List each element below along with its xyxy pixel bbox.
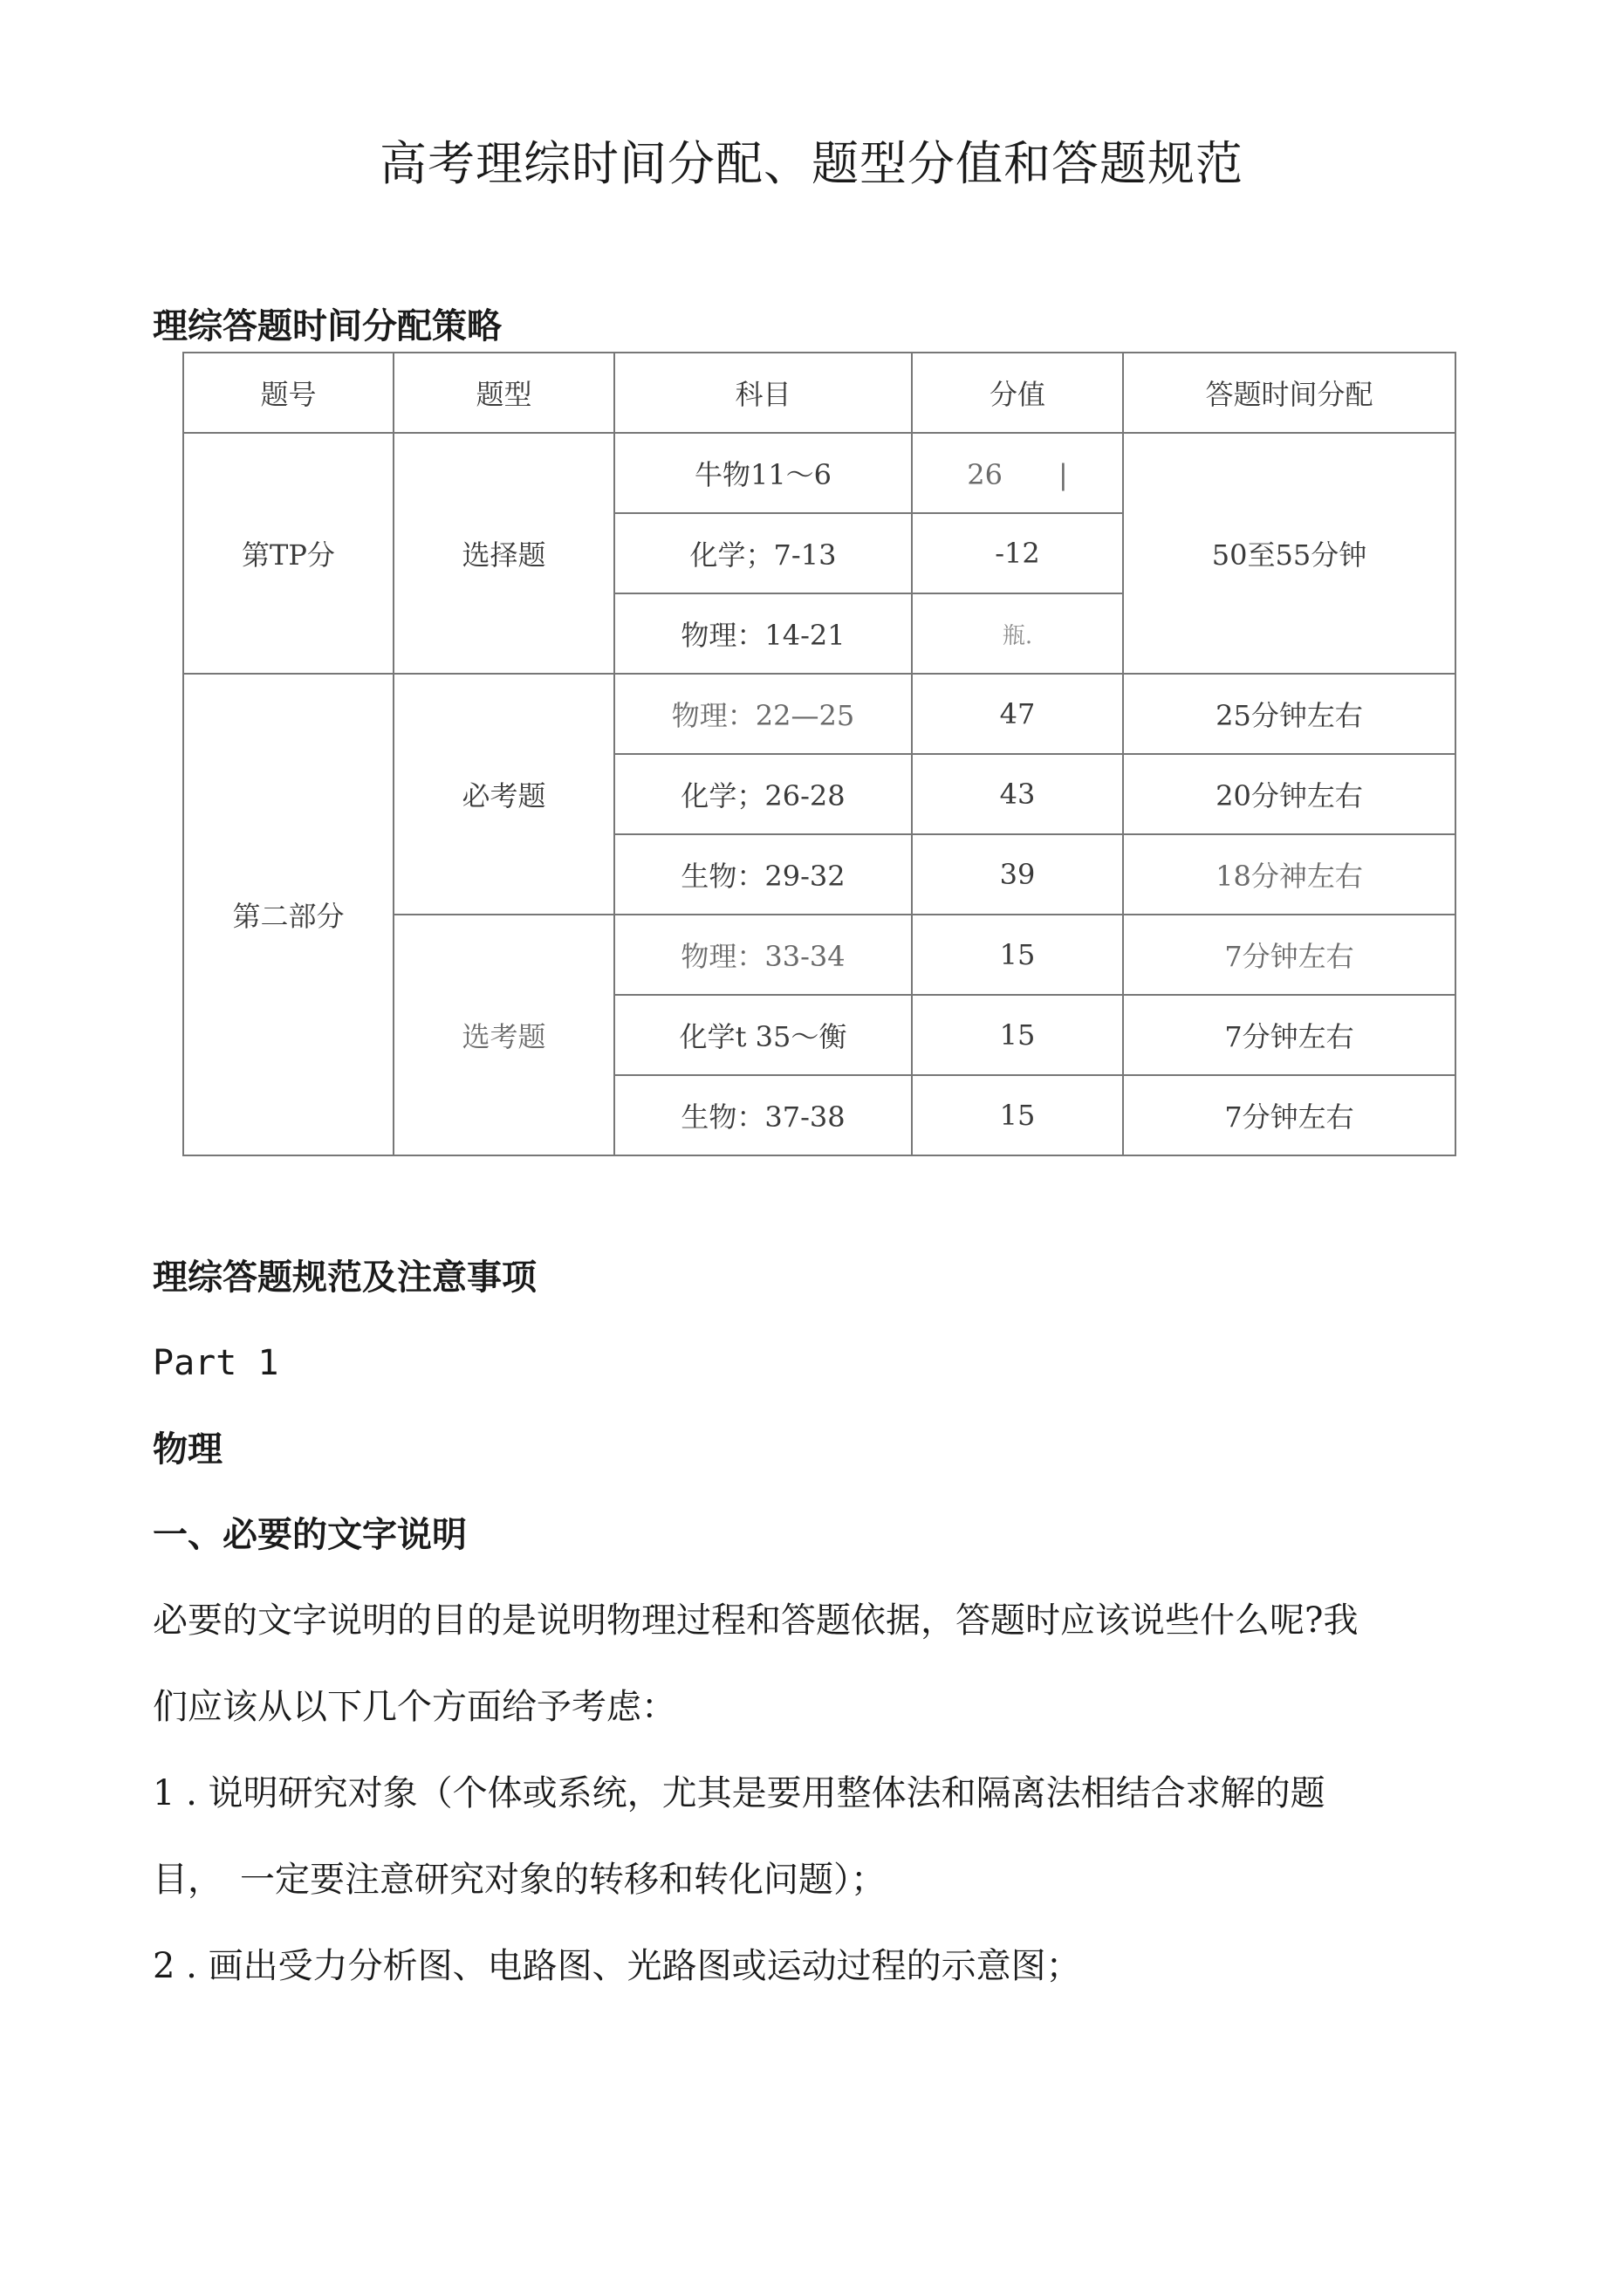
time-cell: 20分钟左右 (1123, 754, 1455, 834)
score-cell: 15 (912, 915, 1123, 995)
part1-type: 选择题 (394, 433, 614, 674)
part2-required-type: 必考题 (394, 674, 614, 915)
score-cell: 39 (912, 834, 1123, 915)
score-cell: 26 | (912, 433, 1123, 513)
part2-elective-type: 选考题 (394, 915, 614, 1155)
score-cell: 15 (912, 995, 1123, 1075)
list-item-1-line: 目， 一定要注意研究对象的转移和转化问题）； (153, 1860, 886, 1900)
score-cell: 47 (912, 674, 1123, 754)
header-question-type: 题型 (394, 353, 614, 433)
subject-cell: 化学t 35〜衡 (614, 995, 912, 1075)
section-heading-answer-norms: 理综答题规范及注意事项 (153, 1258, 537, 1298)
part-label: Part 1 (153, 1343, 279, 1383)
subject-cell: 物理：14-21 (614, 593, 912, 674)
table-row (183, 674, 1455, 754)
score-cell: 43 (912, 754, 1123, 834)
subject-cell: 生物：29-32 (614, 834, 912, 915)
table-header-row (183, 353, 1455, 433)
part2-label: 第二部分 (183, 674, 394, 1155)
list-item-1-line: 1 . 说明研究对象（个体或系统，尤其是要用整体法和隔离法相结合求解的题 (153, 1773, 1325, 1813)
subject-cell: 化学；26-28 (614, 754, 912, 834)
time-cell: 25分钟左右 (1123, 674, 1455, 754)
table-row (183, 433, 1455, 513)
time-cell: 18分神左右 (1123, 834, 1455, 915)
subject-cell: 生物：37-38 (614, 1075, 912, 1155)
page-title: 高考理综时间分配、题型分值和答题规范 (380, 136, 1243, 191)
header-question-number: 题号 (183, 353, 394, 433)
time-allocation-table (182, 352, 1456, 1156)
subject-cell: 物理：22—25 (614, 674, 912, 754)
header-subject: 科目 (614, 353, 912, 433)
part1-time: 50至55分钟 (1123, 433, 1455, 674)
section-heading-time-allocation: 理综答题时间分配策略 (153, 306, 502, 346)
paragraph-line: 们应该从以下几个方面给予考虑： (153, 1687, 676, 1727)
time-cell: 7分钟左右 (1123, 915, 1455, 995)
list-item-2: 2 . 画出受力分析图、电路图、光路图或运动过程的示意图； (153, 1946, 1081, 1986)
paragraph-line: 必要的文字说明的目的是说明物理过程和答题依据，答题时应该说些什么呢?我 (153, 1600, 1359, 1641)
header-time-allocation: 答题时间分配 (1123, 353, 1455, 433)
score-cell: -12 (912, 513, 1123, 593)
subject-cell: 牛物11～6 (614, 433, 912, 513)
subheading-text-explanation: 一、必要的文字说明 (153, 1515, 467, 1555)
time-cell: 7分钟左右 (1123, 995, 1455, 1075)
part1-label: 第TP分 (183, 433, 394, 674)
score-cell: 15 (912, 1075, 1123, 1155)
subject-cell: 物理：33-34 (614, 915, 912, 995)
score-cell: 瓶. (912, 593, 1123, 674)
subject-cell: 化学；7-13 (614, 513, 912, 593)
time-cell: 7分钟左右 (1123, 1075, 1455, 1155)
header-score: 分值 (912, 353, 1123, 433)
subject-heading: 物理 (153, 1429, 223, 1470)
